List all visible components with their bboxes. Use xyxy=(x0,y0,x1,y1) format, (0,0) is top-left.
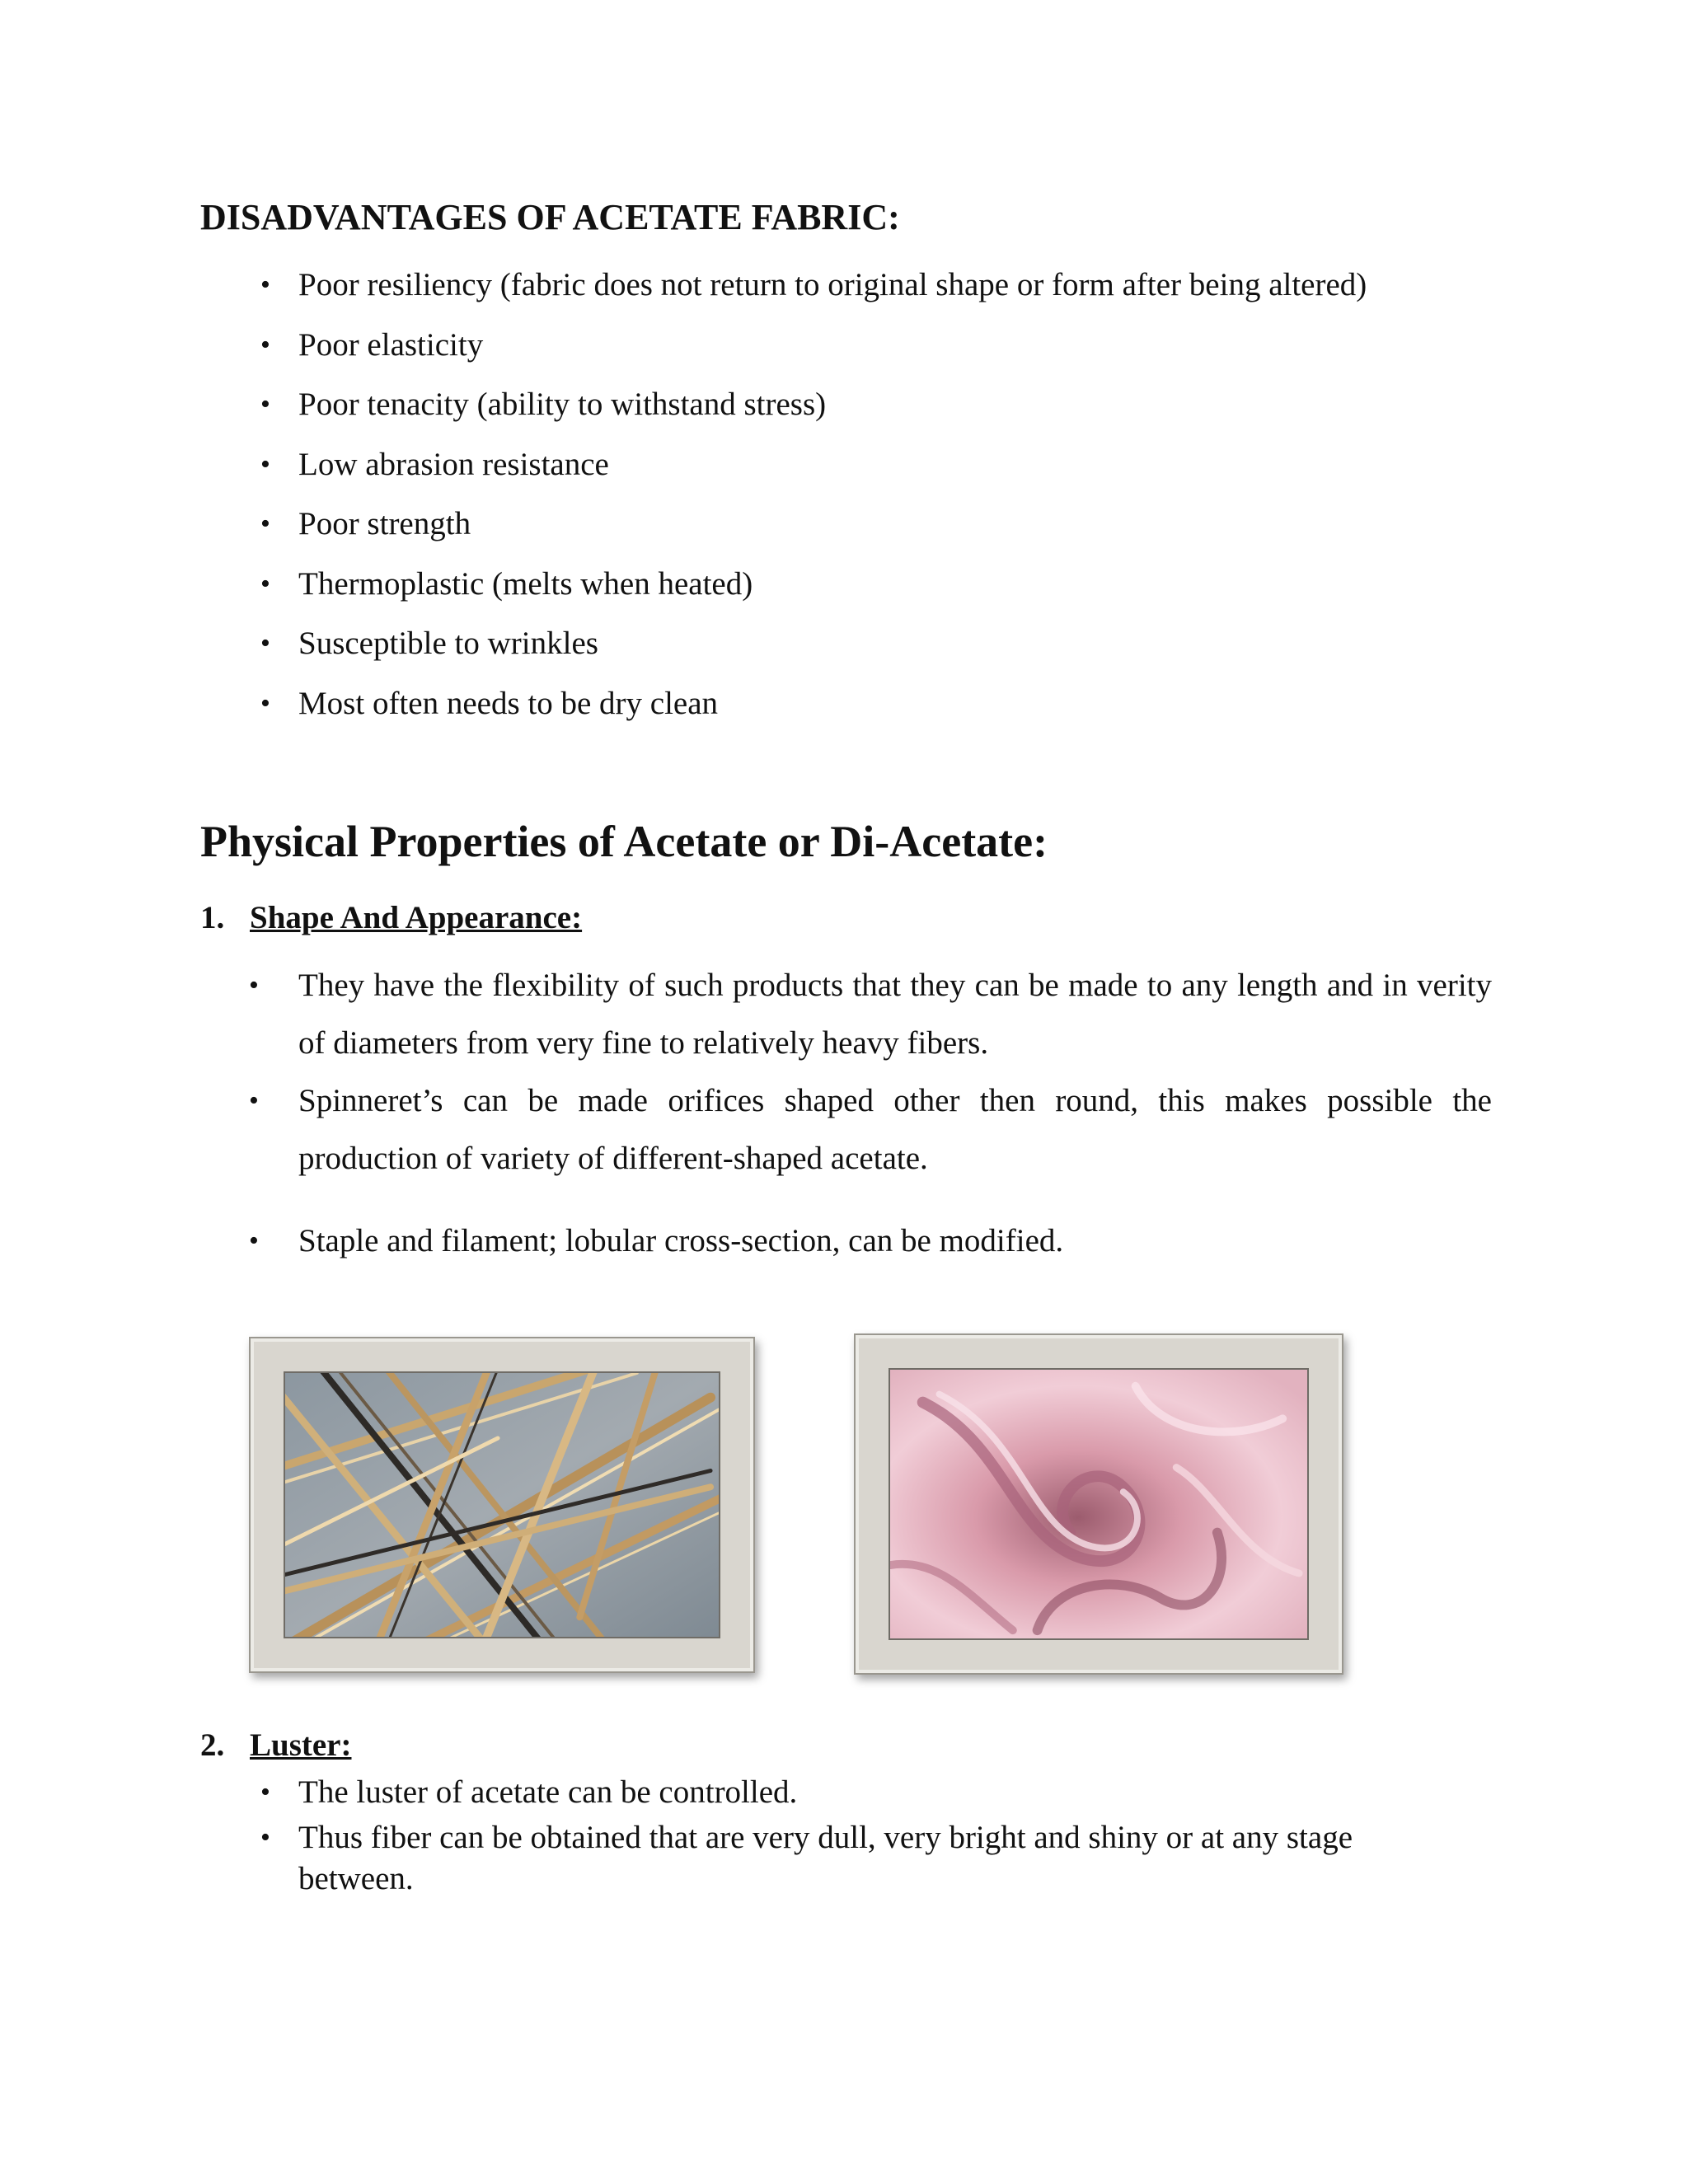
list-item: • They have the flexibility of such products that they can be made to any length and in verity of diameters from very fine to relatively heavy fibers. xyxy=(298,957,1492,1072)
fiber-micrograph-icon xyxy=(285,1373,719,1637)
acetate-fiber-micrograph-image xyxy=(249,1337,755,1673)
list-item: • Staple and filament; lobular cross-section, can be modified. xyxy=(298,1212,1492,1270)
shape-appearance-list xyxy=(249,957,1492,1270)
section-number: 2. xyxy=(200,1727,225,1763)
pink-acetate-fabric-image xyxy=(854,1333,1343,1675)
bullet-icon: • xyxy=(260,269,270,300)
bullet-icon: • xyxy=(260,389,270,419)
pink-fabric-icon xyxy=(890,1370,1307,1638)
section-luster-heading xyxy=(200,1727,351,1764)
bullet-icon: • xyxy=(260,1822,270,1853)
section-title: Luster: xyxy=(250,1727,352,1763)
bullet-icon: • xyxy=(260,687,270,719)
list-item: • Thermoplastic (melts when heated) xyxy=(298,565,1535,625)
section-number: 1. xyxy=(200,900,225,935)
list-item: • Spinneret’s can be made orifices shaped other then round, this makes possible the production of variety of different-shaped acetate. xyxy=(298,1072,1492,1188)
list-item: • Poor tenacity (ability to withstand stress) xyxy=(298,385,1535,445)
list-item: • Thus fiber can be obtained that are very dull, very bright and shiny or at any stage between. xyxy=(298,1817,1452,1900)
bullet-icon: • xyxy=(249,970,259,1001)
section-shape-and-appearance-heading xyxy=(200,899,582,936)
list-item: • The luster of acetate can be controlled. xyxy=(298,1772,1452,1813)
disadvantages-heading: DISADVANTAGES OF ACETATE FABRIC: xyxy=(200,197,900,237)
list-item: • Poor elasticity xyxy=(298,326,1535,386)
list-item: • Most often needs to be dry clean xyxy=(298,684,1535,744)
section-title: Shape And Appearance: xyxy=(250,900,583,935)
bullet-icon: • xyxy=(249,1226,259,1256)
bullet-icon: • xyxy=(260,448,270,480)
list-item: • Poor strength xyxy=(298,504,1535,565)
bullet-icon: • xyxy=(260,329,270,360)
bullet-icon: • xyxy=(260,628,270,658)
bullet-icon: • xyxy=(249,1085,259,1116)
luster-list xyxy=(260,1772,1452,1904)
bullet-icon: • xyxy=(260,509,270,539)
disadvantages-list xyxy=(260,265,1535,743)
physical-properties-heading: Physical Properties of Acetate or Di-Acetate: xyxy=(200,817,1048,866)
bullet-icon: • xyxy=(260,568,270,599)
bullet-icon: • xyxy=(260,1777,270,1807)
list-item: • Susceptible to wrinkles xyxy=(298,624,1535,684)
list-item: • Low abrasion resistance xyxy=(298,445,1535,505)
list-item: • Poor resiliency (fabric does not return to original shape or form after being altered) xyxy=(298,265,1535,326)
